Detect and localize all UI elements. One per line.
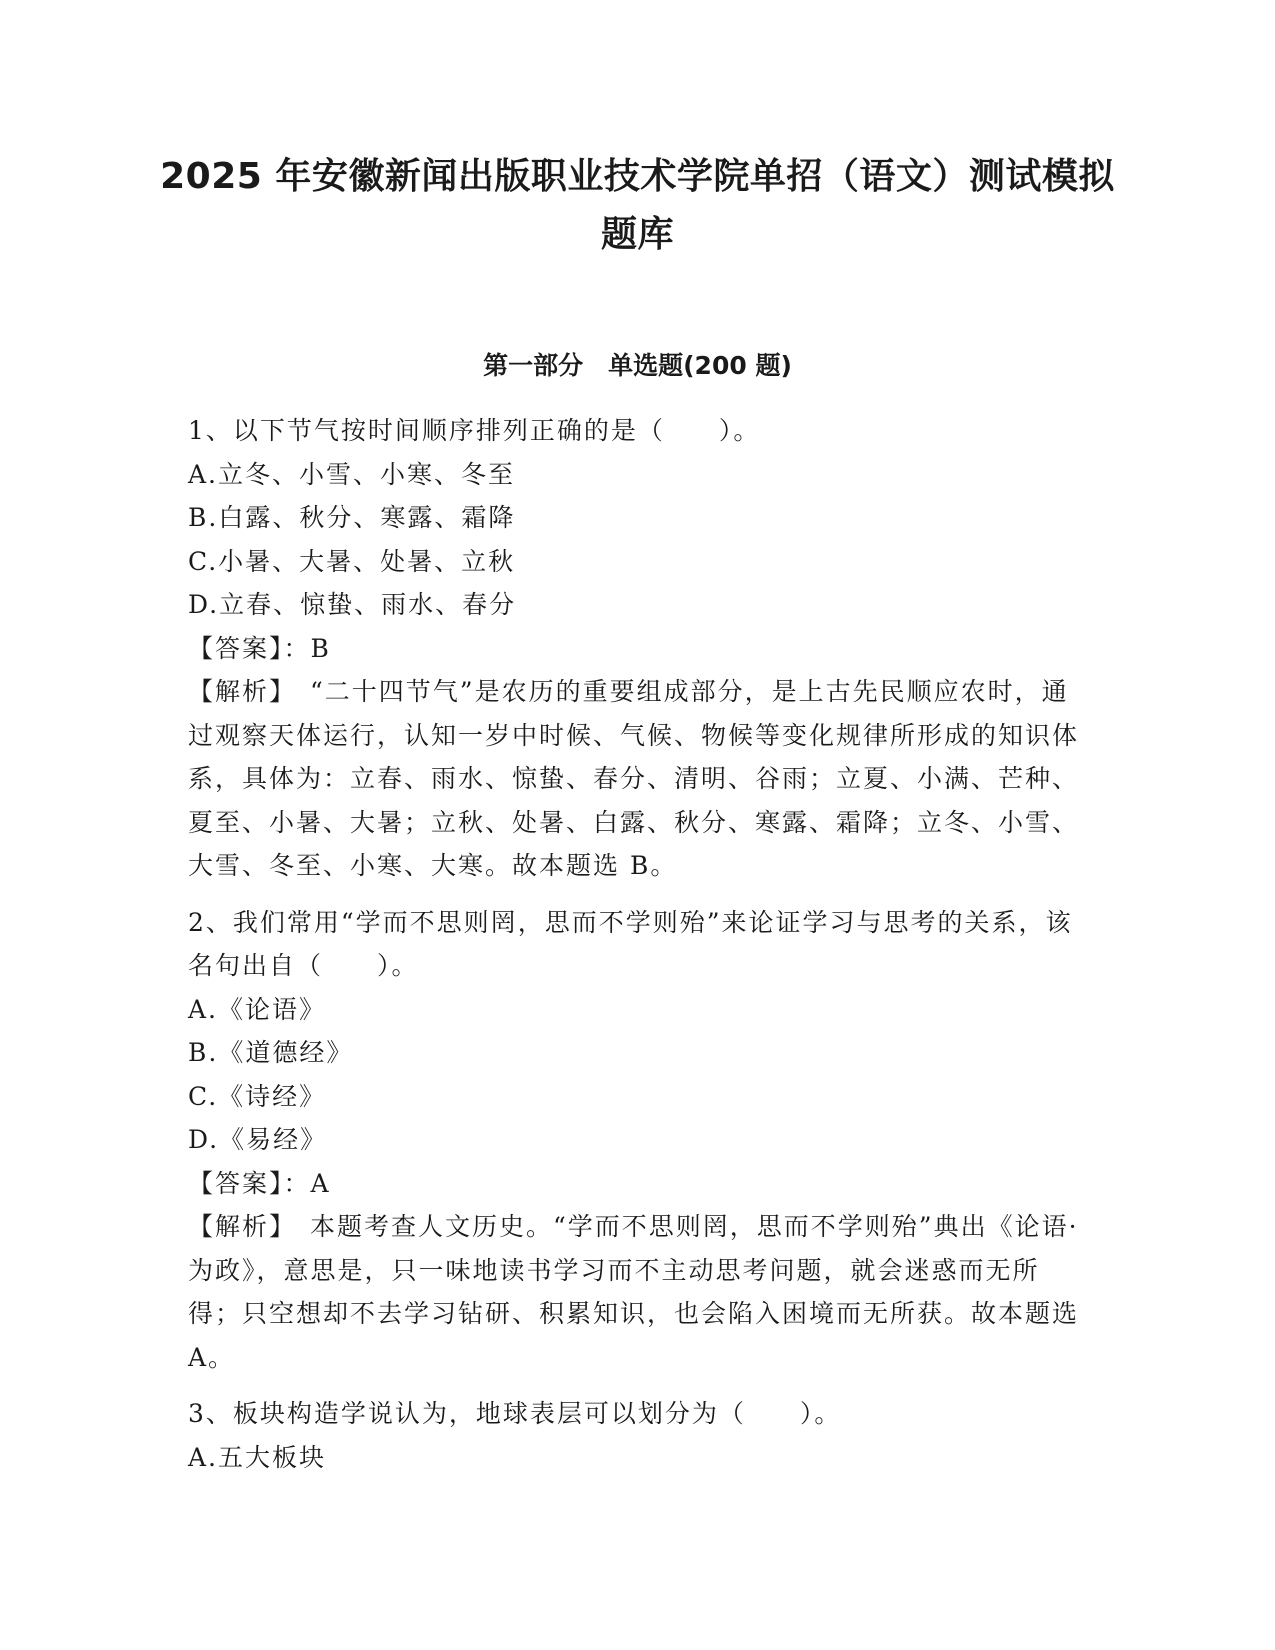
option-a: A.立冬、小雪、小寒、冬至	[188, 459, 516, 489]
answer-line	[188, 627, 1086, 671]
analysis-text: 本题考查人文历史。“学而不思则罔，思而不学则殆”典出《论语·为政》，意思是，只一味地读书学习而不主动思考问题，就会迷惑而无所得；只空想却不去学习钻研、积累知识，也会陷入困境而无所获。故本题选 A。	[188, 1212, 1080, 1372]
answer-line	[188, 1162, 1086, 1206]
answer-label: 【答案】	[188, 633, 284, 663]
option-a: A.五大板块	[188, 1442, 327, 1472]
question-2	[188, 901, 1086, 1380]
analysis-label: 【解析】	[188, 677, 297, 706]
question-stem: 3、板块构造学说认为，地球表层可以划分为（ ）。	[188, 1399, 842, 1428]
question-stem: 2、我们常用“学而不思则罔，思而不学则殆”来论证学习与思考的关系，该名句出自（ ）。	[188, 907, 1073, 980]
question-list	[188, 409, 1086, 1492]
section-title: 第一部分 单选题(200 题)	[483, 351, 792, 380]
option-a: A.《论语》	[188, 994, 327, 1024]
question-1	[188, 409, 1086, 888]
analysis-text: “二十四节气”是农历的重要组成部分，是上古先民顺应农时，通过观察天体运行，认知一岁中时候、气候、物候等变化规律所形成的知识体系，具体为：立春、雨水、惊蛰、春分、清明、谷雨；立夏、小满、芒种、夏至、小暑、大暑；立秋、处暑、白露、秋分、寒露、霜降；立冬、小雪、大雪、冬至、小寒、大寒。故本题选 B。	[188, 677, 1080, 880]
option-c: C.《诗经》	[188, 1081, 327, 1111]
question-3	[188, 1392, 1086, 1479]
option-b: B.《道德经》	[188, 1038, 354, 1067]
analysis-paragraph	[188, 670, 1086, 888]
answer-value: ：A	[283, 1168, 331, 1198]
answer-label: 【答案】	[188, 1168, 284, 1198]
option-b: B.白露、秋分、寒露、霜降	[188, 503, 516, 532]
answer-value: ：B	[283, 633, 331, 663]
option-d: D.立春、惊蛰、雨水、春分	[188, 590, 517, 619]
question-stem: 1、以下节气按时间顺序排列正确的是（ ）。	[188, 416, 761, 445]
analysis-paragraph	[188, 1205, 1086, 1379]
option-c: C.小暑、大暑、处暑、立秋	[188, 546, 516, 576]
document-title: 2025 年安徽新闻出版职业技术学院单招（语文）测试模拟题库	[160, 156, 1115, 255]
analysis-label: 【解析】	[188, 1212, 297, 1241]
option-d: D.《易经》	[188, 1125, 328, 1154]
